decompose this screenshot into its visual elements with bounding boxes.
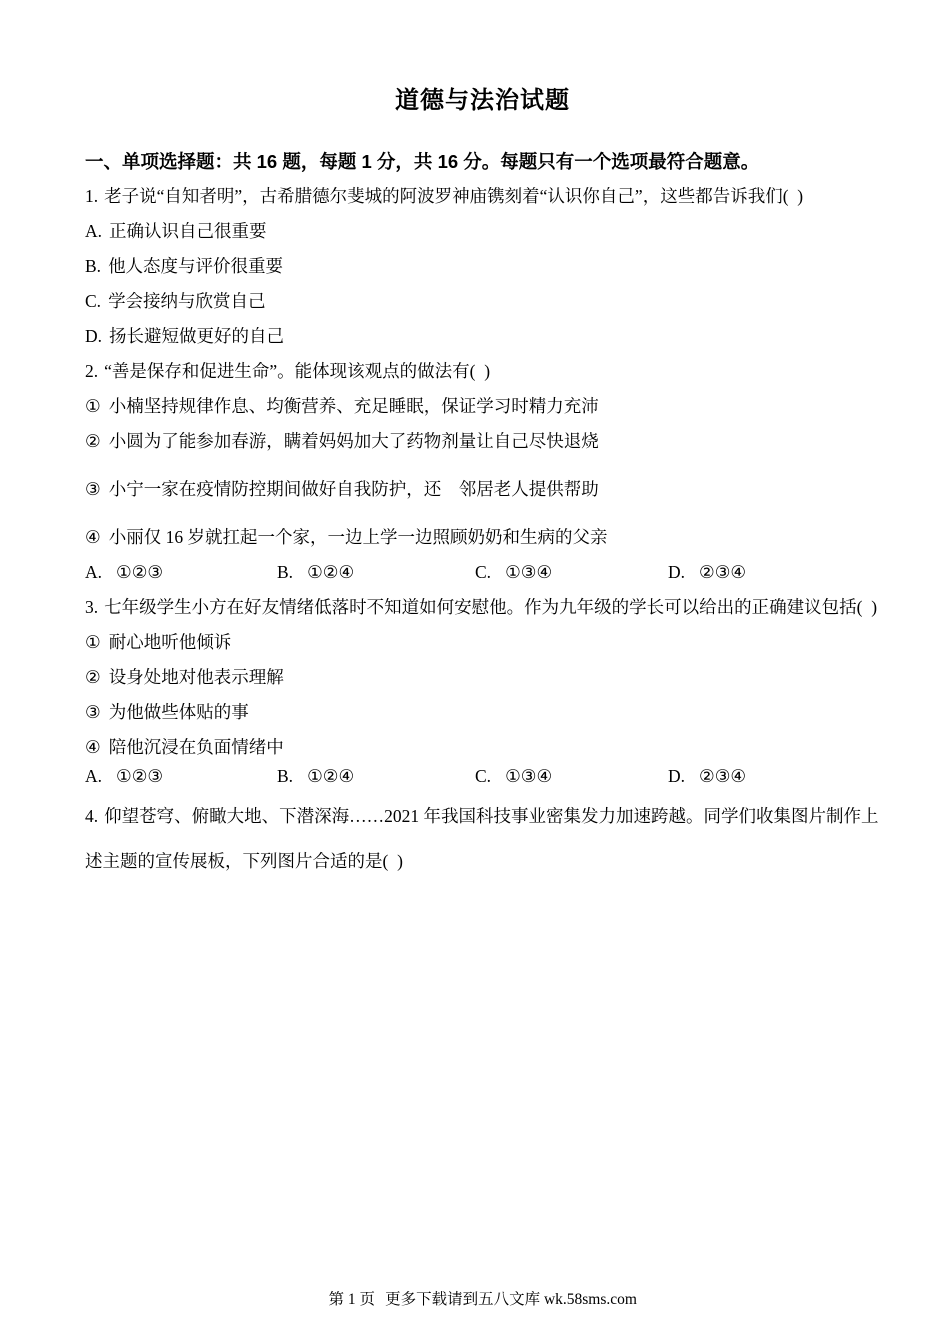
question-2-stem: [85, 354, 880, 389]
question-1: [85, 179, 880, 354]
choice-label: B.: [277, 562, 294, 582]
question-3-choices: [85, 759, 880, 794]
question-3-item-1: [85, 625, 880, 660]
item-text: 小宁一家在疫情防控期间做好自我防护，还 邻居老人提供帮助: [108, 479, 599, 499]
choice-label: C.: [475, 766, 492, 786]
option-text: 他人态度与评价很重要: [108, 256, 284, 276]
question-4-number: 4.: [85, 806, 99, 826]
choice-b: [277, 555, 354, 590]
question-1-stem: [85, 179, 880, 214]
page-content: [85, 0, 880, 884]
circled-4-marker: ④: [85, 527, 101, 547]
item-text: 为他做些体贴的事: [108, 702, 249, 722]
option-text: 扬长避短做更好的自己: [109, 326, 285, 346]
choice-a: [85, 555, 163, 590]
page-number: 第 1 页: [328, 1291, 376, 1308]
choice-value: ①②④: [307, 766, 355, 786]
circled-3-marker: ③: [85, 479, 101, 499]
circled-2-marker: ②: [85, 667, 101, 687]
item-text: 设身处地对他表示理解: [108, 667, 284, 687]
choice-value: ①②③: [116, 766, 164, 786]
question-3-item-2: [85, 660, 880, 695]
choice-value: ①③④: [505, 562, 553, 582]
choice-value: ①③④: [505, 766, 553, 786]
option-label: B.: [85, 256, 102, 276]
choice-label: A.: [85, 766, 103, 786]
question-3-number: 3.: [85, 597, 99, 617]
circled-3-marker: ③: [85, 702, 101, 722]
option-label: C.: [85, 291, 102, 311]
item-text: 小楠坚持规律作息、均衡营养、充足睡眠，保证学习时精力充沛: [108, 396, 599, 416]
question-4-text: 仰望苍穹、俯瞰大地、下潜深海……2021 年我国科技事业密集发力加速跨越。同学们收集图片制作上述主题的宣传展板，下列图片合适的是( ): [85, 806, 879, 871]
choice-label: A.: [85, 562, 103, 582]
question-1-text: 老子说“自知者明”，古希腊德尔斐城的阿波罗神庙镌刻着“认识你自己”，这些都告诉我们( ): [104, 186, 804, 206]
item-text: 小丽仅 16 岁就扛起一个家，一边上学一边照顾奶奶和生病的父亲: [108, 527, 608, 547]
choice-value: ①②④: [307, 562, 355, 582]
item-text: 耐心地听他倾诉: [108, 632, 232, 652]
footer-download-note: 更多下载请到五八文库 wk.58sms.com: [385, 1291, 637, 1308]
question-3-stem: [85, 590, 880, 625]
choice-d: [668, 555, 746, 590]
option-text: 正确认识自己很重要: [109, 221, 267, 241]
option-label: A.: [85, 221, 103, 241]
choice-value: ②③④: [699, 766, 747, 786]
choice-value: ②③④: [699, 562, 747, 582]
question-2: [85, 354, 880, 590]
question-2-text: “善是保存和促进生命”。能体现该观点的做法有( ): [104, 361, 491, 381]
question-4-stem: [85, 794, 880, 884]
page-title: 道德与法治试题: [395, 87, 570, 114]
question-3-item-3: [85, 695, 880, 730]
item-text: 陪他沉浸在负面情绪中: [108, 737, 284, 757]
choice-d: [668, 759, 746, 794]
choice-a: [85, 759, 163, 794]
section-heading: 一、单项选择题：共 16 题，每题 1 分，共 16 分。每题只有一个选项最符合题意。: [85, 151, 760, 172]
circled-1-marker: ①: [85, 632, 101, 652]
choice-label: B.: [277, 766, 294, 786]
circled-1-marker: ①: [85, 396, 101, 416]
question-3-text: 七年级学生小方在好友情绪低落时不知道如何安慰他。作为九年级的学长可以给出的正确建议包括( ): [104, 597, 878, 617]
choice-label: D.: [668, 766, 686, 786]
question-1-number: 1.: [85, 186, 99, 206]
question-1-option-a: [85, 214, 880, 249]
option-label: D.: [85, 326, 103, 346]
question-2-item-3: [85, 472, 880, 507]
item-text: 小圆为了能参加春游，瞒着妈妈加大了药物剂量让自己尽快退烧: [108, 431, 599, 451]
question-4: [85, 794, 880, 884]
choice-c: [475, 759, 552, 794]
page-footer: [0, 1270, 950, 1330]
choice-b: [277, 759, 354, 794]
choice-label: C.: [475, 562, 492, 582]
choice-value: ①②③: [116, 562, 164, 582]
question-2-item-1: [85, 389, 880, 424]
question-1-option-c: [85, 284, 880, 319]
choice-c: [475, 555, 552, 590]
option-text: 学会接纳与欣赏自己: [108, 291, 266, 311]
choice-label: D.: [668, 562, 686, 582]
circled-4-marker: ④: [85, 737, 101, 757]
question-3: [85, 590, 880, 794]
question-1-option-d: [85, 319, 880, 354]
question-2-number: 2.: [85, 361, 99, 381]
question-1-option-b: [85, 249, 880, 284]
question-2-item-4: [85, 520, 880, 555]
circled-2-marker: ②: [85, 431, 101, 451]
question-2-item-2: [85, 424, 880, 459]
question-2-choices: [85, 555, 880, 590]
